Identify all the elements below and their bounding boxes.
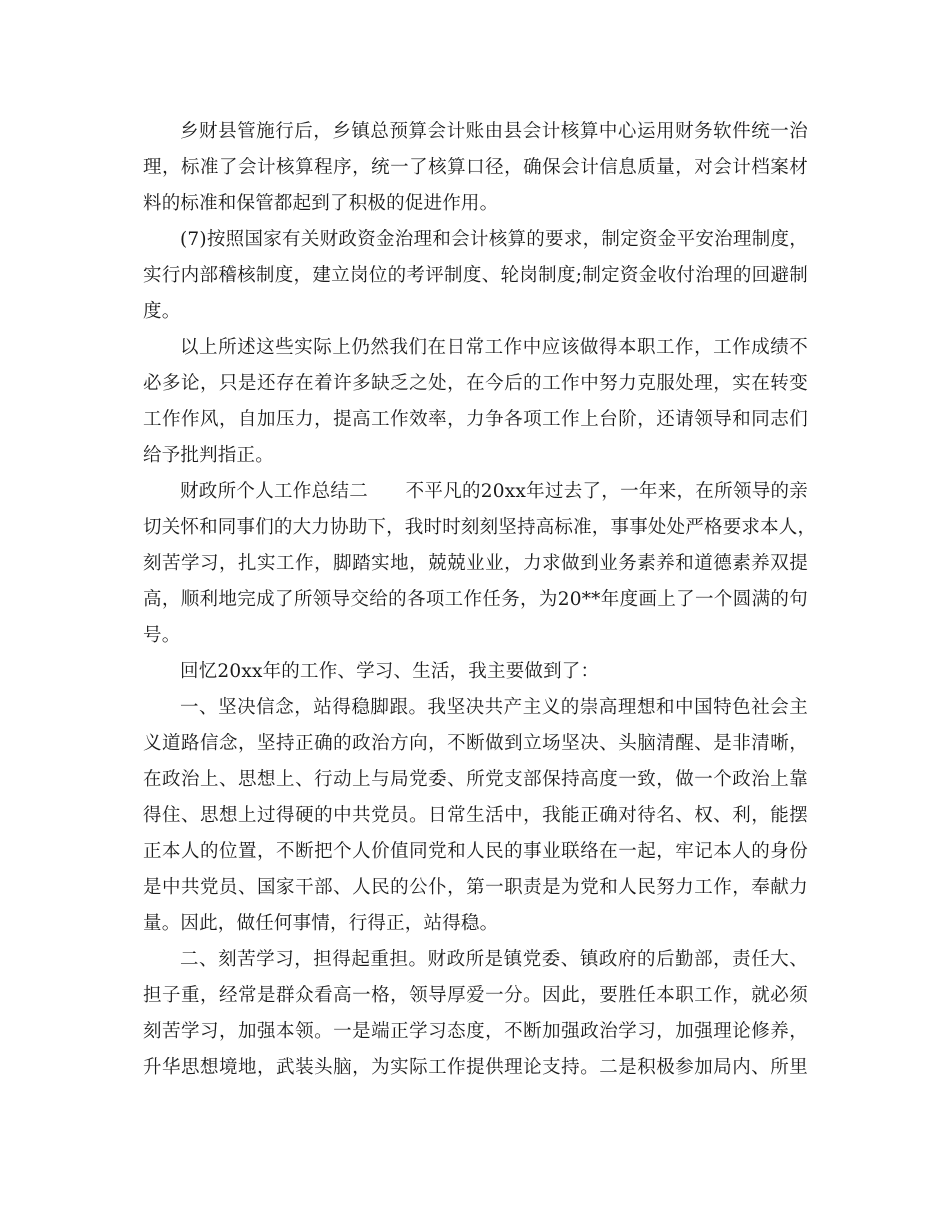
paragraph (143, 474, 817, 654)
text-line: 刻苦学习，扎实工作，脚踏实地，兢兢业业，力求做到业务素养和道德素养双提 (143, 553, 808, 574)
paragraph (143, 222, 808, 330)
paragraph (143, 654, 808, 690)
text-line: 度。 (143, 301, 181, 322)
text-line: 理，标准了会计核算程序，统一了核算口径，确保会计信息质量，对会计档案材 (143, 157, 808, 178)
text-line: 给予批判指正。 (143, 445, 274, 466)
paragraph (143, 330, 808, 474)
paragraph (143, 942, 808, 1086)
text-line: 得住、思想上过得硬的中共党员。日常生活中，我能正确对待名、权、利，能摆 (143, 805, 808, 826)
text-line: 回忆20xx年的工作、学习、生活，我主要做到了： (180, 661, 600, 682)
text-line: 料的标准和保管都起到了积极的促进作用。 (143, 193, 499, 214)
text-line: 担子重，经常是群众看高一格，领导厚爱一分。因此，要胜任本职工作，就必须 (143, 985, 808, 1006)
text-line: 必多论，只是还存在着许多缺乏之处，在今后的工作中努力克服处理，实在转变 (143, 373, 808, 394)
text-line: 以上所述这些实际上仍然我们在日常工作中应该做得本职工作，工作成绩不 (180, 337, 808, 358)
text-line: 乡财县管施行后，乡镇总预算会计账由县会计核算中心运用财务软件统一治 (180, 121, 808, 142)
text-line: 是中共党员、国家干部、人民的公仆，第一职责是为党和人民努力工作，奉献力 (143, 877, 808, 898)
text-line: 量。因此，做任何事情，行得正，站得稳。 (143, 913, 499, 934)
text-line: 刻苦学习，加强本领。一是端正学习态度，不断加强政治学习，加强理论修养， (143, 1021, 808, 1042)
text-line: 高，顺利地完成了所领导交给的各项工作任务，为20**年度画上了一个圆满的句 (143, 589, 808, 610)
text-line: 二、刻苦学习，担得起重担。财政所是镇党委、镇政府的后勤部，责任大、 (180, 949, 808, 970)
text-line: (7)按照国家有关财政资金治理和会计核算的要求，制定资金平安治理制度， (180, 229, 808, 250)
document-body (143, 114, 817, 1086)
text-line: 财政所个人工作总结二 不平凡的20xx年过去了，一年来，在所领导的亲 (180, 481, 808, 502)
text-line: 义道路信念，坚持正确的政治方向，不断做到立场坚决、头脑清醒、是非清晰， (143, 733, 808, 754)
text-line: 号。 (143, 625, 181, 646)
paragraph (143, 690, 808, 942)
text-line: 工作作风，自加压力，提高工作效率，力争各项工作上台阶，还请领导和同志们 (143, 409, 808, 430)
text-line: 一、坚决信念，站得稳脚跟。我坚决共产主义的崇高理想和中国特色社会主 (180, 697, 808, 718)
text-line: 实行内部稽核制度，建立岗位的考评制度、轮岗制度;制定资金收付治理的回避制 (143, 265, 808, 286)
text-line: 切关怀和同事们的大力协助下，我时时刻刻坚持高标准，事事处处严格要求本人， (143, 517, 817, 538)
text-line: 在政治上、思想上、行动上与局党委、所党支部保持高度一致，做一个政治上靠 (143, 769, 808, 790)
text-line: 升华思想境地，武装头脑，为实际工作提供理论支持。二是积极参加局内、所里 (143, 1057, 808, 1078)
text-line: 正本人的位置，不断把个人价值同党和人民的事业联络在一起，牢记本人的身份 (143, 841, 808, 862)
paragraph (143, 114, 808, 222)
